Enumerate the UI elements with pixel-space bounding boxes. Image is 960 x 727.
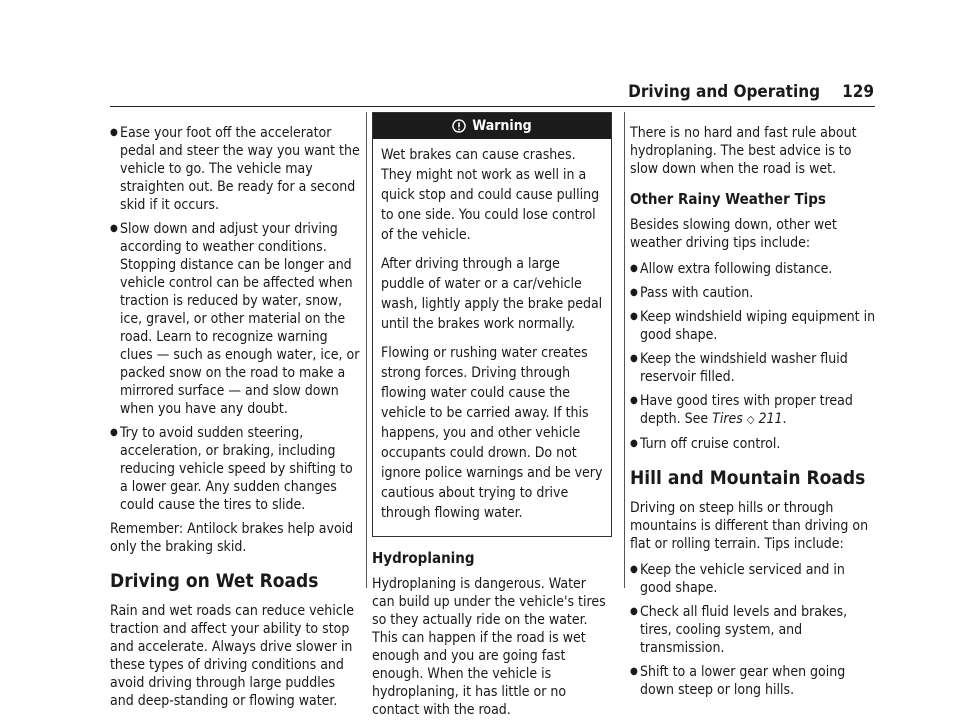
bullet-icon: ●	[630, 564, 638, 575]
heading-wet-roads: Driving on Wet Roads	[110, 570, 319, 592]
bullet-icon: ●	[110, 427, 118, 438]
column-3	[630, 124, 878, 705]
list-item: ● Slow down and adjust your driving according to weather conditions. Stopping distance can be longer and vehicle control can be affected when traction is reduced by water, snow, ice, gravel, or other material on the road. Learn to recognize warning clues — such as enough water, ice, or packed snow on the road to make a mirrored surface — and slow down when you have any doubt.	[110, 221, 360, 417]
bullet-icon: ●	[630, 438, 638, 449]
list-item: ● Ease your foot off the accelerator pedal and steer the way you want the vehicle to go. The vehicle may straighten out. Be ready for a second skid if it occurs.	[110, 125, 360, 213]
wet-roads-paragraph: Rain and wet roads can reduce vehicle traction and affect your ability to stop and accelerate. Always drive slower in these types of driving conditions and avoid driving through large puddles and deep-standing or flowing water.	[110, 603, 354, 709]
tires-page-ref[interactable]: 211	[758, 411, 783, 427]
header-divider	[110, 106, 875, 107]
column-divider-1	[366, 112, 367, 588]
bullet-icon: ●	[630, 606, 638, 617]
bullet-icon: ●	[630, 666, 638, 677]
page-ref-icon: ◇	[746, 413, 755, 426]
heading-rainy-tips: Other Rainy Weather Tips	[630, 190, 826, 208]
warning-body: Wet brakes can cause crashes. They might not work as well in a quick stop and could cause pulling to one side. You could lose control of the vehicle. After driving through a large puddle of water or a car/vehicle wash, lightly apply the brake pedal until the brakes work normally. Flowing or rushing water creates strong forces. Driving through flowing water could cause the vehicle to be carried away. If this happens, you and other vehicle occupants could drown. Do not ignore police warnings and be very cautious about trying to drive through flowing water.	[381, 147, 603, 521]
column-1	[110, 124, 360, 718]
list-item: ● Check all fluid levels and brakes, tires, cooling system, and transmission.	[630, 604, 848, 656]
warning-header	[373, 113, 611, 139]
list-item: ● Keep windshield wiping equipment in good shape.	[630, 309, 876, 343]
hill-paragraph: Driving on steep hills or through mountains is different than driving on flat or rolling terrain. Tips include:	[630, 500, 869, 552]
hydroplaning-advice: There is no hard and fast rule about hydroplaning. The best advice is to slow down when the road is wet.	[630, 125, 857, 177]
column-divider-2	[624, 112, 625, 588]
warning-title: Warning	[472, 118, 532, 134]
list-item: ● Allow extra following distance.	[630, 261, 833, 277]
warning-box	[372, 112, 612, 537]
bullet-icon: ●	[630, 395, 638, 406]
list-item: ● Shift to a lower gear when going down steep or long hills.	[630, 664, 846, 698]
tips-intro: Besides slowing down, other wet weather driving tips include:	[630, 217, 837, 251]
heading-hill-roads: Hill and Mountain Roads	[630, 467, 866, 489]
bullet-icon: ●	[630, 353, 638, 364]
warning-icon	[452, 119, 466, 133]
tires-link[interactable]: Tires	[712, 411, 743, 427]
bullet-icon: ●	[110, 127, 118, 138]
list-item: ● Turn off cruise control.	[630, 436, 781, 452]
list-item: ● Try to avoid sudden steering, acceleration, or braking, including reducing vehicle speed by shifting to a lower gear. Any sudden changes could cause the tires to slide.	[110, 425, 353, 513]
list-item: ● Keep the windshield washer fluid reservoir filled.	[630, 351, 848, 385]
bullet-icon: ●	[630, 263, 638, 274]
bullet-icon: ●	[630, 287, 638, 298]
list-item: ● Keep the vehicle serviced and in good shape.	[630, 562, 845, 596]
remember-note: Remember: Antilock brakes help avoid only the braking skid.	[110, 521, 354, 555]
hydroplaning-paragraph: Hydroplaning is dangerous. Water can build up under the vehicle's tires so they actually ride on the water. This can happen if the road is wet enough and you are going fast enough. When the vehicle is hydroplaning, it has little or no contact with the road.	[372, 576, 606, 718]
column-2	[372, 118, 612, 727]
page-number: 129	[842, 82, 874, 102]
section-title: Driving and Operating	[628, 82, 821, 102]
list-item: ● Pass with caution.	[630, 285, 754, 301]
heading-hydroplaning: Hydroplaning	[372, 549, 475, 567]
page-header	[628, 82, 874, 102]
bullet-icon: ●	[630, 311, 638, 322]
list-item: ● Have good tires with proper tread depth. See Tires ◇ 211.	[630, 393, 853, 427]
bullet-icon: ●	[110, 223, 118, 234]
